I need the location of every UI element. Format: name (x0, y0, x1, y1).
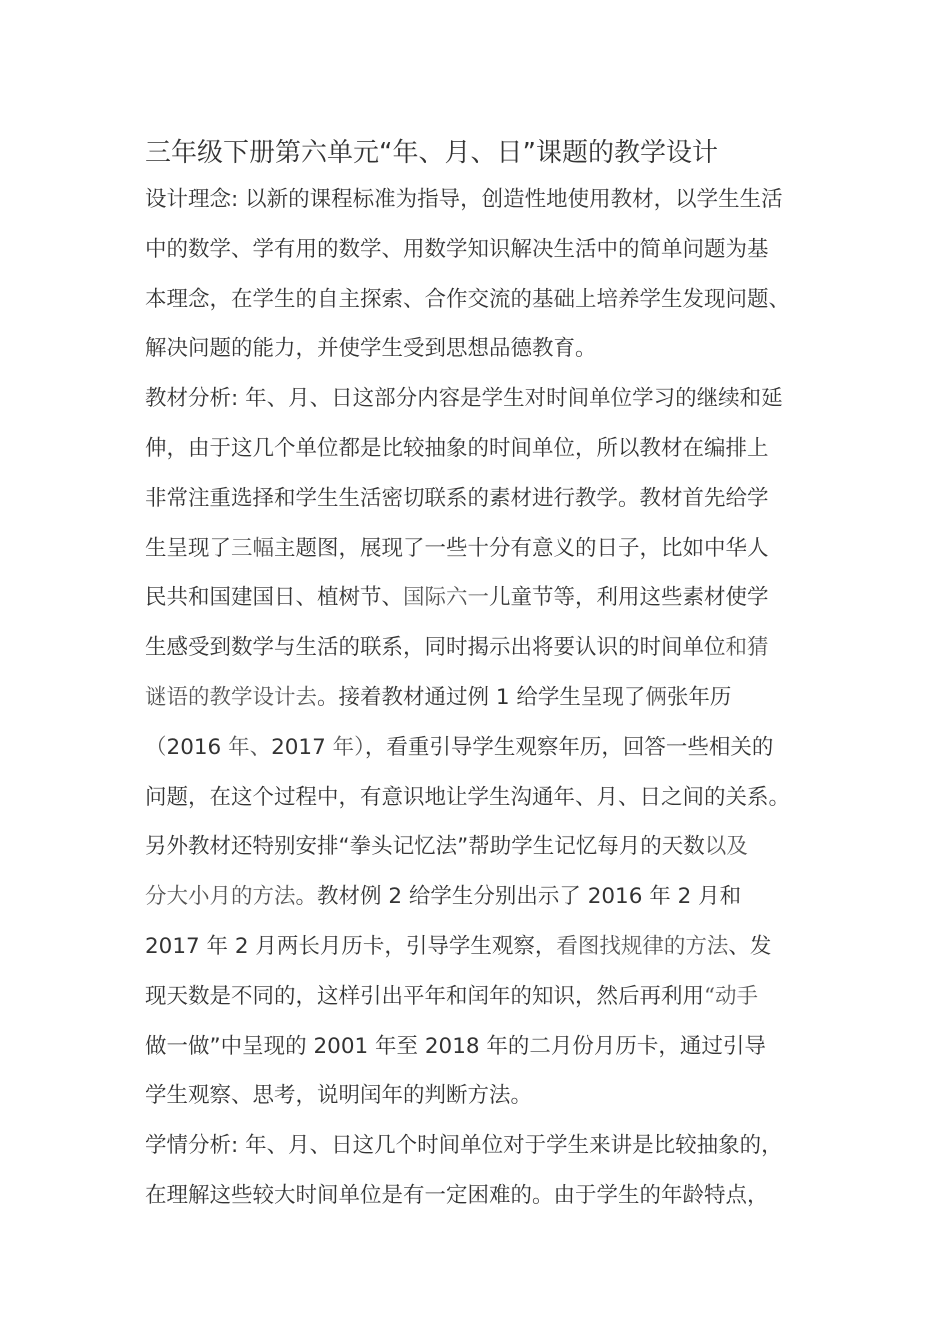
text-line (145, 932, 825, 962)
text-line (145, 832, 825, 862)
text-segment: 解决问题的能力，并使学生受到思想品德教育。 (145, 336, 597, 362)
text-segment: 2016 (166, 734, 222, 760)
text-segment: 看图找规律的方法 (556, 934, 729, 959)
text-segment: 以及 (704, 834, 748, 860)
text-line (145, 633, 825, 663)
text-segment: 年、 (221, 734, 272, 760)
text-line (145, 882, 825, 912)
text-line (145, 1081, 825, 1111)
text-segment: （ (145, 734, 167, 760)
text-segment: “动手 (704, 983, 759, 1009)
text-line (145, 982, 825, 1012)
text-segment: 学生观察、思考，说明闰年的判断方法。 (145, 1083, 533, 1109)
text-segment: 在理解这些较大时间单位是有一定困难的。由于学生的年龄特点， (145, 1183, 769, 1208)
text-line (145, 235, 825, 265)
text-segment: 设计理念: 以新的课程标准为指导，创造性地使用教材，以学生生活 (145, 187, 783, 212)
text-segment: 伸，由于这几个单位都是比较抽象的时间单位，所以教材在编排上 (145, 436, 769, 461)
text-segment: 民共和国建国日、植树节、 (145, 585, 404, 611)
text-segment: 主题图，展现了一些十分有意义的日子，比如中华人 (274, 535, 769, 561)
text-segment: 生呈现了 (145, 535, 232, 561)
text-line (145, 434, 825, 464)
text-line (145, 1181, 825, 1211)
text-segment: 2017 (271, 734, 326, 760)
text-segment: 张年历 (666, 685, 732, 710)
text-segment: 问题，在这个过程中，有意识地让学生沟通年、月、日之间的关系。 (145, 784, 791, 810)
text-line (145, 334, 825, 364)
text-line (145, 384, 825, 414)
text-segment: 现天数是不同的，这样引出平年和闰年的知识，然后再利用 (145, 983, 705, 1009)
text-segment: 学情分析: 年、月、日这几个时间单位对于学生来讲是比较抽象的， (145, 1133, 783, 1159)
text-segment: ，看重引导学生观察年历，回答一些相关的 (364, 734, 774, 760)
text-segment: 分大小月的方法 (145, 884, 296, 910)
text-segment: 谜语的教学设计去 (145, 685, 318, 710)
text-segment: 儿童节等，利用这些素材使学 (489, 585, 769, 611)
text-segment: 和猜 (725, 635, 769, 661)
text-line (145, 583, 825, 613)
text-line (145, 683, 825, 713)
text-segment: 非常注重选择和学生生活密切联系的素材进行教学。教材首先给学 (145, 485, 769, 511)
text-segment: 俩 (645, 685, 667, 710)
text-segment: 三幅 (231, 535, 275, 561)
text-line (145, 733, 825, 763)
text-segment: 本理念，在学生的自主探索、合作交流的基础上培养学生发现问题、 (145, 286, 791, 312)
text-segment: 、发 (728, 934, 772, 959)
text-line (145, 534, 825, 564)
text-line (145, 1131, 825, 1161)
text-line (145, 185, 825, 215)
text-line (145, 484, 825, 514)
text-segment: 2017 年 2 月两长月历卡，引导学生观察， (145, 934, 557, 959)
text-segment: 做一做”中呈现的 2001 年至 2018 年的二月份月历卡，通过引导 (145, 1033, 766, 1059)
text-line (145, 285, 825, 315)
text-segment: 年） (325, 734, 365, 760)
text-line (145, 1032, 825, 1062)
text-segment: 中的数学、学有用的数学、用数学知识解决生活中的简单问题为基 (145, 236, 769, 262)
text-segment: 教材分析: 年、月、日这部分内容是学生对时间单位学习的继续和延 (145, 386, 783, 412)
text-segment: 。教材例 2 给学生分别出示了 2016 年 2 月和 (295, 884, 742, 910)
document-title: 三年级下册第六单元“年、月、日”课题的教学设计 (145, 138, 718, 168)
text-segment: 国际六一 (403, 585, 490, 611)
text-line (145, 783, 825, 813)
text-segment: 另外教材还特别安排“拳头记忆法”帮助学生记忆每月的天数 (145, 834, 705, 860)
text-segment: 。接着教材通过例 1 给学生呈现了 (317, 685, 646, 710)
text-segment: 生感受到数学与生活的联系，同时揭示出将要认识的时间单位 (145, 635, 726, 661)
